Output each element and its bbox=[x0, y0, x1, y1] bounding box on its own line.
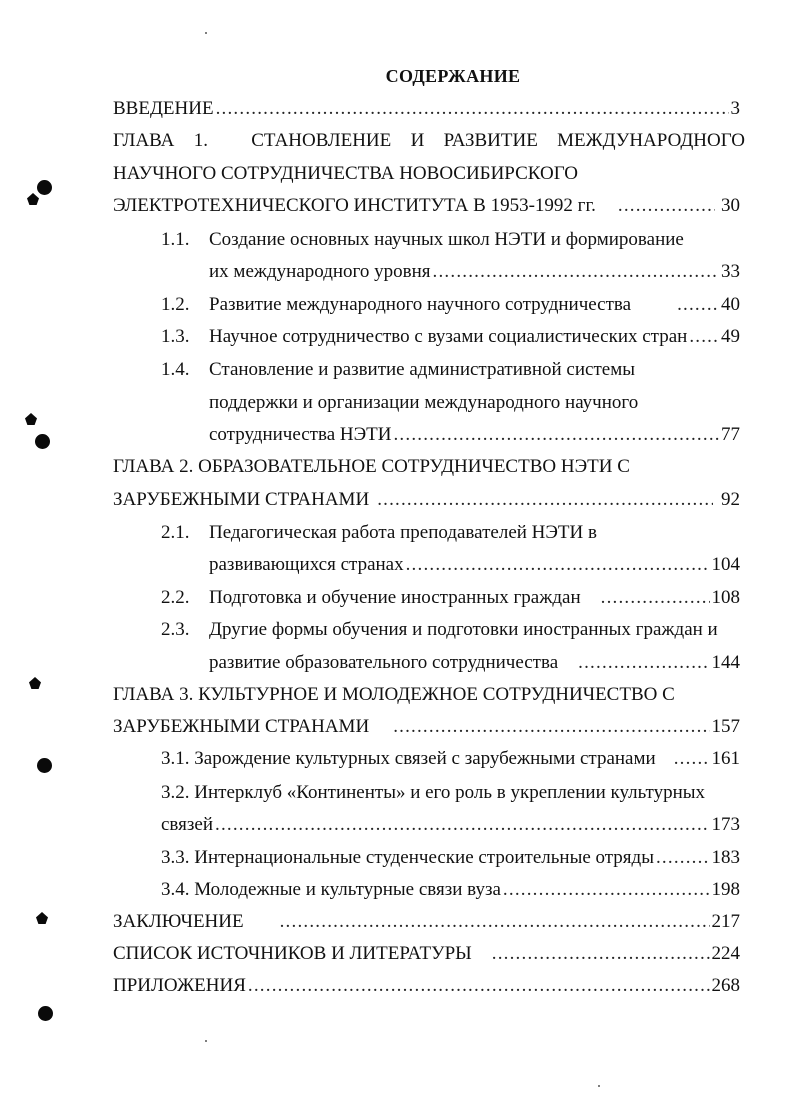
toc-entry-page: 198 bbox=[711, 879, 740, 900]
section-1-2-entry[interactable] bbox=[209, 293, 740, 317]
toc-entry-label: 3.1. Зарождение культурных связей с зарубежными странами bbox=[161, 748, 656, 769]
toc-entry-page: 173 bbox=[711, 814, 740, 835]
leader-dots bbox=[601, 586, 710, 610]
leader-dots bbox=[216, 97, 729, 121]
chapter-1-heading-line-2[interactable]: НАУЧНОГО СОТРУДНИЧЕСТВА НОВОСИБИРСКОГО bbox=[113, 163, 578, 184]
toc-entry-label: Научное сотрудничество с вузами социалистических стран bbox=[209, 326, 688, 347]
toc-entry-page: 104 bbox=[711, 554, 740, 575]
section-2-1-entry[interactable] bbox=[209, 553, 740, 577]
heading-word: 1. bbox=[193, 130, 208, 151]
toc-entry-label: связей bbox=[161, 814, 213, 835]
punch-hole-mark bbox=[37, 758, 52, 773]
toc-entry-page: 3 bbox=[730, 98, 740, 119]
heading-word: РАЗВИТИЕ bbox=[443, 130, 538, 151]
section-2-3-entry[interactable] bbox=[209, 651, 740, 675]
leader-dots bbox=[677, 293, 719, 317]
leader-dots bbox=[503, 878, 710, 902]
scan-speck bbox=[205, 1040, 207, 1042]
scan-speck bbox=[205, 32, 207, 34]
toc-entry-page: 33 bbox=[721, 261, 740, 282]
toc-entry-page: 77 bbox=[721, 424, 740, 445]
toc-entry-label: ПРИЛОЖЕНИЯ bbox=[113, 975, 246, 996]
scan-speck bbox=[598, 1085, 600, 1087]
section-1-1-title[interactable]: Создание основных научных школ НЭТИ и формирование bbox=[209, 229, 684, 250]
punch-hole-mark bbox=[37, 180, 52, 195]
toc-entry-page: 217 bbox=[711, 911, 740, 932]
page-title: СОДЕРЖАНИЕ bbox=[385, 66, 521, 86]
heading-word: И bbox=[410, 130, 425, 151]
toc-entry-label: ЗАРУБЕЖНЫМИ СТРАНАМИ bbox=[113, 716, 370, 737]
toc-entry-label: СПИСОК ИСТОЧНИКОВ И ЛИТЕРАТУРЫ bbox=[113, 943, 472, 964]
punch-hole-mark bbox=[35, 434, 50, 449]
section-1-4-entry[interactable] bbox=[209, 423, 740, 447]
toc-entry-page: 49 bbox=[721, 326, 740, 347]
section-3-2-entry[interactable] bbox=[161, 813, 740, 837]
leader-dots bbox=[433, 260, 719, 284]
chapter-3-heading-line-2[interactable] bbox=[113, 715, 740, 739]
section-2-1-title[interactable]: Педагогическая работа преподавателей НЭТИ в bbox=[209, 522, 597, 543]
leader-dots bbox=[393, 715, 709, 739]
toc-entry-label: 3.4. Молодежные и культурные связи вуза bbox=[161, 879, 501, 900]
toc-entry-label: ВВЕДЕНИЕ bbox=[113, 98, 214, 119]
toc-entry-label: 3.3. Интернациональные студенческие строительные отряды bbox=[161, 847, 654, 868]
toc-entry-appendix[interactable] bbox=[113, 974, 740, 998]
chapter-2-heading-line-2[interactable] bbox=[113, 488, 740, 512]
leader-dots bbox=[689, 325, 719, 349]
toc-entry-page: 108 bbox=[711, 587, 740, 608]
toc-entry-page: 224 bbox=[711, 943, 740, 964]
chapter-3-heading-line-1[interactable]: ГЛАВА 3. КУЛЬТУРНОЕ И МОЛОДЕЖНОЕ СОТРУДНИЧЕСТВО С bbox=[113, 684, 675, 705]
leader-dots bbox=[377, 488, 713, 512]
leader-dots bbox=[215, 813, 710, 837]
section-3-3-entry[interactable] bbox=[161, 846, 740, 870]
section-number: 2.2. bbox=[161, 587, 190, 608]
leader-dots bbox=[618, 194, 715, 218]
section-number: 1.4. bbox=[161, 359, 190, 380]
toc-entry-label: развитие образовательного сотрудничества bbox=[209, 652, 559, 673]
toc-entry-label: ЭЛЕКТРОТЕХНИЧЕСКОГО ИНСТИТУТА В 1953-1992 гг. bbox=[113, 195, 596, 216]
section-3-2-title[interactable]: 3.2. Интерклуб «Континенты» и его роль в укреплении культурных bbox=[161, 782, 706, 803]
leader-dots bbox=[248, 974, 710, 998]
leader-dots bbox=[280, 910, 710, 934]
chapter-1-heading-line-3[interactable] bbox=[113, 194, 740, 218]
section-2-3-title[interactable]: Другие формы обучения и подготовки иностранных граждан и bbox=[209, 619, 718, 640]
section-1-1-entry[interactable] bbox=[209, 260, 740, 284]
section-3-1-entry[interactable] bbox=[161, 747, 740, 771]
toc-entry-label: их международного уровня bbox=[209, 261, 431, 282]
leader-dots bbox=[492, 942, 710, 966]
toc-entry-label: Подготовка и обучение иностранных граждан bbox=[209, 587, 581, 608]
toc-entry-page: 157 bbox=[711, 716, 740, 737]
toc-entry-page: 144 bbox=[711, 652, 740, 673]
toc-entry-label: ЗАРУБЕЖНЫМИ СТРАНАМИ bbox=[113, 489, 370, 510]
toc-entry-label: сотрудничества НЭТИ bbox=[209, 424, 392, 445]
chapter-2-heading-line-1[interactable]: ГЛАВА 2. ОБРАЗОВАТЕЛЬНОЕ СОТРУДНИЧЕСТВО НЭТИ С bbox=[113, 456, 630, 477]
chapter-1-heading-line-1[interactable] bbox=[113, 129, 745, 153]
toc-entry-page: 268 bbox=[711, 975, 740, 996]
section-1-3-entry[interactable] bbox=[209, 325, 740, 349]
heading-word: СТАНОВЛЕНИЕ bbox=[251, 130, 392, 151]
toc-entry-page: 183 bbox=[711, 847, 740, 868]
toc-entry-page: 92 bbox=[721, 489, 740, 510]
section-number: 1.3. bbox=[161, 326, 190, 347]
punch-hole-mark bbox=[38, 1006, 53, 1021]
heading-word: ГЛАВА bbox=[113, 130, 175, 151]
heading-word: МЕЖДУНАРОДНОГО bbox=[557, 130, 745, 151]
toc-entry-page: 30 bbox=[721, 195, 740, 216]
toc-entry-intro[interactable] bbox=[113, 97, 740, 121]
toc-entry-page: 161 bbox=[711, 748, 740, 769]
section-2-2-entry[interactable] bbox=[209, 586, 740, 610]
section-1-4-title-line-2[interactable]: поддержки и организации международного научного bbox=[209, 392, 639, 413]
section-number: 2.1. bbox=[161, 522, 190, 543]
toc-entry-sources[interactable] bbox=[113, 942, 740, 966]
section-3-4-entry[interactable] bbox=[161, 878, 740, 902]
section-number: 1.1. bbox=[161, 229, 190, 250]
section-1-4-title[interactable]: Становление и развитие административной системы bbox=[209, 359, 635, 380]
toc-entry-label: Развитие международного научного сотрудничества bbox=[209, 294, 632, 315]
section-number: 1.2. bbox=[161, 294, 190, 315]
toc-entry-label: развивающихся странах bbox=[209, 554, 404, 575]
leader-dots bbox=[393, 423, 719, 447]
leader-dots bbox=[656, 846, 710, 870]
leader-dots bbox=[674, 747, 710, 771]
section-number: 2.3. bbox=[161, 619, 190, 640]
toc-entry-label: ЗАКЛЮЧЕНИЕ bbox=[113, 911, 244, 932]
toc-entry-conclusion[interactable] bbox=[113, 910, 740, 934]
leader-dots bbox=[578, 651, 709, 675]
leader-dots bbox=[406, 553, 710, 577]
toc-entry-page: 40 bbox=[721, 294, 740, 315]
